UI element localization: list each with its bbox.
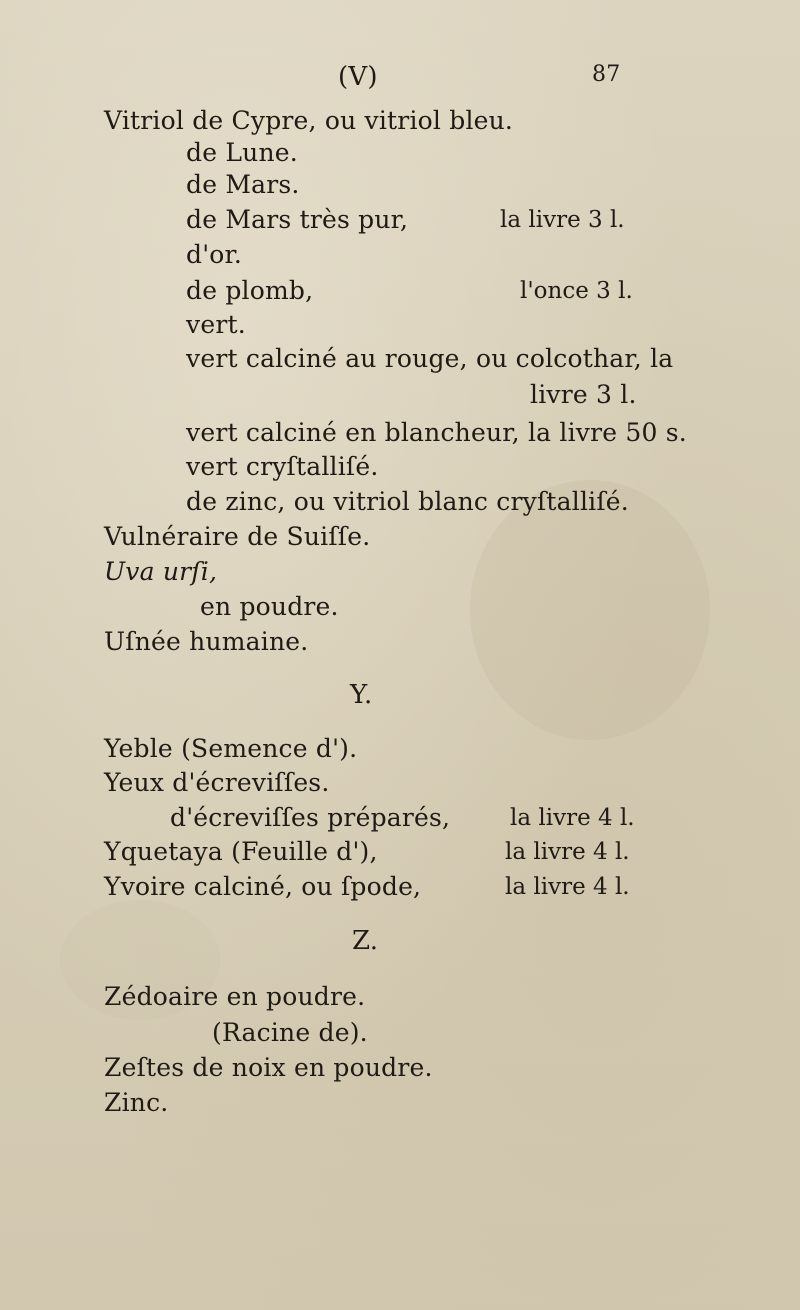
entry-uva-ursi: Uva urſi, xyxy=(104,557,218,586)
entry-yvoire-calcine: Yvoire calciné, ou ſpode, xyxy=(104,872,422,901)
entry-yeux-ecrevisses: Yeux d'écreviſſes. xyxy=(104,768,330,797)
entry-de-zinc: de zinc, ou vitriol blanc cryſtalliſé. xyxy=(186,487,629,516)
entry-de-plomb: de plomb, xyxy=(186,276,314,305)
price-yquetaya: la livre 4 l. xyxy=(505,839,630,865)
entry-vitriol-cypre: Vitriol de Cypre, ou vitriol bleu. xyxy=(104,106,514,135)
entry-vulneraire: Vulnéraire de Suiſſe. xyxy=(104,522,371,551)
entry-zinc: Zinc. xyxy=(104,1088,169,1117)
entry-d-or: d'or. xyxy=(186,240,243,269)
section-heading-y: Y. xyxy=(350,680,373,710)
entry-en-poudre: en poudre. xyxy=(200,592,339,621)
page-number: 87 xyxy=(592,62,621,87)
entry-vert-crystallise: vert cryſtalliſé. xyxy=(186,452,379,481)
entry-de-mars-tres-pur: de Mars très pur, xyxy=(186,205,409,234)
section-heading-z: Z. xyxy=(352,926,379,956)
price-yvoire-calcine: la livre 4 l. xyxy=(505,874,630,900)
entry-racine-de: (Racine de). xyxy=(212,1018,368,1047)
entry-yeble: Yeble (Semence d'). xyxy=(104,734,358,763)
price-de-mars-tres-pur: la livre 3 l. xyxy=(500,207,625,233)
entry-vert-calcine-rouge: vert calciné au rouge, ou colcothar, la xyxy=(186,344,674,373)
entry-ecrevisses-prepares: d'écreviſſes préparés, xyxy=(170,803,451,832)
price-de-plomb: l'once 3 l. xyxy=(520,278,633,304)
price-ecrevisses-prepares: la livre 4 l. xyxy=(510,805,635,831)
section-mark: (V) xyxy=(338,62,378,92)
entry-vert-calcine-blancheur: vert calciné en blancheur, la livre 50 s. xyxy=(186,418,687,447)
entry-yquetaya: Yquetaya (Feuille d'), xyxy=(104,837,378,866)
entry-de-lune: de Lune. xyxy=(186,138,298,167)
entry-vert: vert. xyxy=(186,310,246,339)
entry-de-mars: de Mars. xyxy=(186,170,300,199)
paper-stain xyxy=(470,480,710,740)
entry-usnee-humaine: Uſnée humaine. xyxy=(104,627,309,656)
entry-zestes-noix: Zeſtes de noix en poudre. xyxy=(104,1053,433,1082)
entry-zedoaire: Zédoaire en poudre. xyxy=(104,982,366,1011)
entry-vert-calcine-rouge-price: livre 3 l. xyxy=(530,380,637,409)
